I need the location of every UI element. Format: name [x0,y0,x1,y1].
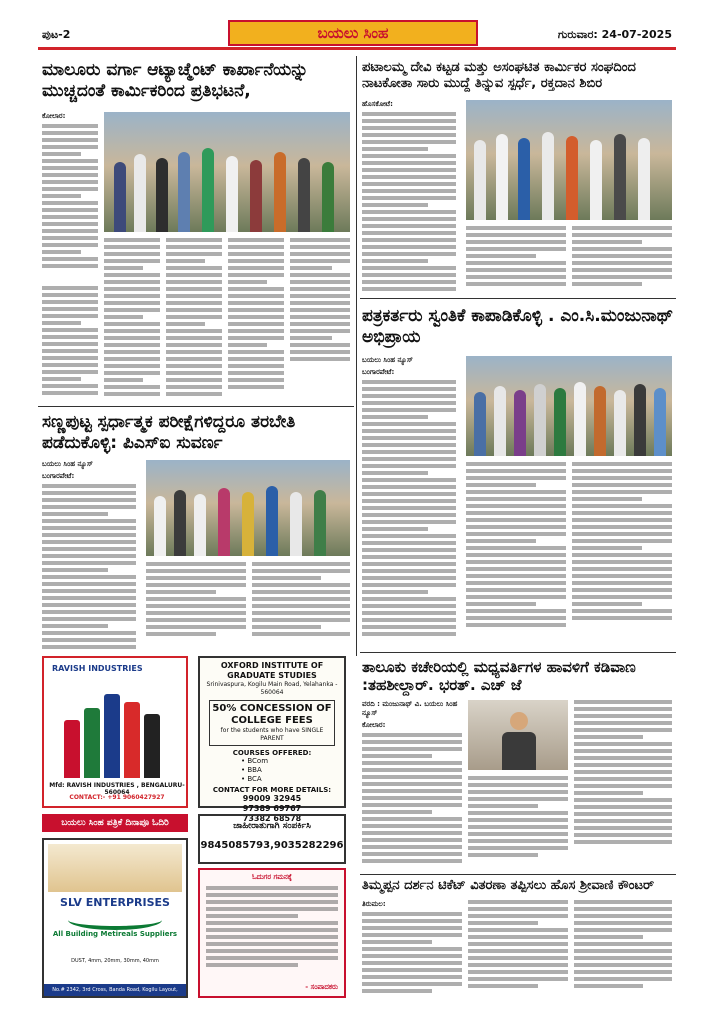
section-divider [360,874,676,875]
course-item: • BCom [241,757,269,765]
ad-title: OXFORD INSTITUTE OF GRADUATE STUDIES [220,661,324,680]
article-dateline: ಬಂಗಾರಪೇಟೆ: [362,368,395,376]
ad-address: Srinivaspura, Kogilu Main Road, Yelahanka - 560064 [206,681,338,696]
ad-brand: SLV ENTERPRISES [60,896,170,909]
phone-number: 99009 32945 [242,794,302,803]
ad-address: No.# 2342, 3rd Cross, Banda Road, Kogilu Layout, Yelahanka post, Bangalore-64 [44,984,186,996]
article-text-column [42,286,98,402]
journalists-photo [466,356,672,456]
psi-event-photo [146,460,350,556]
article-byline: ಬಯಲು ಸಿಂಹ ನ್ಯೂಸ್ [42,460,93,468]
ad-brand: RAVISH INDUSTRIES [52,664,143,673]
contact-title: CONTACT FOR MORE DETAILS: [212,786,332,794]
article-text-column [466,462,566,648]
article-text-column [468,776,568,868]
ad-contact-box [198,814,346,864]
article-text-column [466,226,566,294]
article-text-column [362,356,456,648]
notice-text [206,886,338,982]
article-byline: ಬಯಲು ಸಿಂಹ ನ್ಯೂಸ್ [362,356,413,364]
article-dateline: ಕೋಲಾರ: [362,721,386,729]
article-text-column [362,700,462,868]
course-item: • BBA [241,766,262,774]
article-text-column [104,238,160,402]
article-headline: ಮಾಲೂರು ವರ್ಗಾ ಆಟ್ಯಾಚ್ಮೆಂಟ್ ಕಾರ್ಖಾನೆಯನ್ನು ಮುಚ್ಚದಂತೆ ಕಾರ್ಮಿಕರಿಂದ ಪ್ರತಿಭಟನೆ, [42,60,309,101]
protest-photo [104,112,350,232]
article-text-column [572,226,672,294]
article-text-column [468,900,568,1000]
courses-title: COURSES OFFERED: [232,749,312,757]
article-headline: ತಾಲೂಕು ಕಚೇರಿಯಲ್ಲಿ ಮಧ್ಯವರ್ತಿಗಳ ಹಾವಳಿಗೆ ಕಡಿವಾಣ :ತಹಶೀಲ್ದಾರ್. ಭರತ್. ಎಚ್ ಜೆ [362,658,636,694]
offer-text: 50% CONCESSION OF COLLEGE FEES [212,703,332,726]
article-text-column [166,238,222,402]
offer-box [209,700,335,746]
article-headline: ಪತ್ರಕರ್ತರು ಸ್ವಂತಿಕೆ ಕಾಪಾಡಿಕೊಳ್ಳಿ . ಎಂ.ಸಿ.ಮಂಜುನಾಥ್ ಅಭಿಪ್ರಾಯ [362,306,674,347]
article-byline: ವರದಿ : ಮಂಜುನಾಥ್ ವಿ. ಬಯಲು ಸಿಂಹ ನ್ಯೂಸ್ [362,700,458,717]
article-text-column [42,460,136,648]
column-divider [356,56,357,656]
article-text-column [574,900,672,1000]
article-text-column [42,112,98,282]
article-srivani-counter [362,878,674,1002]
article-dateline: ತಿರುಮಲ: [362,900,386,908]
article-journalists [362,306,674,650]
masthead [38,20,676,50]
course-item: • BCA [241,775,262,783]
read-daily-banner: ಬಯಲು ಸಿಂಹ ಪತ್ರಿಕೆ ದಿನಾಪೂ ಓದಿರಿ [42,814,188,832]
tahsildar-photo [468,700,568,770]
ad-sizes: DUST, 4mm, 20mm, 30mm, 40mm [71,958,159,964]
notice-title: ಓದುಗರ ಗಮನಕ್ಕೆ [252,873,292,881]
slv-enterprises-ad [42,838,188,1005]
readers-notice [198,868,346,998]
page-label: ಪುಟ-2 [42,28,71,41]
ravish-industries-ad [42,656,188,808]
article-text-column [572,462,672,648]
article-psi-suvarna [42,412,352,650]
ad-contact-title: ಜಾಹೀರಾತುಗಾಗಿ ಸಂಪರ್ಕಿಸಿ [233,821,311,831]
newspaper-page [38,16,676,1012]
article-patalamma-contest [362,60,674,296]
ad-contact-phones: 9845085793,9035282296 [200,840,344,851]
offer-subtext: for the students who have SINGLE PARENT [220,727,324,742]
article-tahsildar [362,658,674,870]
product-bottles [62,688,172,778]
article-malur-protest [42,60,352,404]
article-headline: ತಿಮ್ಮಪ್ಪನ ದರ್ಶನ ಟಿಕೆಟ್ ವಿತರಣಾ ತಪ್ಪಿಸಲು ಹೊಸ ಶ್ರೀವಾಣಿ ಕೌಂಟರ್ [362,878,655,893]
section-divider [360,652,676,653]
article-dateline: ಬಂಗಾರಪೇಟೆ: [42,472,75,480]
section-divider [360,298,676,299]
swoosh-graphic [68,910,162,930]
article-text-column [146,562,246,648]
ad-subtitle: All Building Metireals Suppliers [52,930,178,938]
contest-photo [466,100,672,220]
phone-number: 97389 69767 [242,804,302,813]
newspaper-logo: ಬಯಲು ಸಿಂಹ [228,20,478,46]
oxford-institute-ad [198,656,346,823]
article-text-column [362,100,456,294]
slv-header-image [48,844,182,892]
issue-date: ಗುರುವಾರ: 24-07-2025 [557,28,672,41]
section-divider [38,406,354,407]
article-headline: ಸಣ್ಣಪುಟ್ಟ ಸ್ಪರ್ಧಾತ್ಮಕ ಪರೀಕ್ಷೆಗಳಿದ್ದರೂ ತರಬೇತಿ ಪಡೆದುಕೊಳ್ಳಿ: ಪಿಎಸ್ಐ ಸುವರ್ಣ [42,412,296,453]
article-text-column [228,238,284,402]
article-headline: ಪಟಾಲಮ್ಮ ದೇವಿ ಕಟ್ಟಡ ಮತ್ತು ಅಸಂಘಟಿತ ಕಾರ್ಮಿಕರ ಸಂಘದಿಂದ ನಾಟಕೋತಾ ಸಾರು ಮುದ್ದೆ ತಿನ್ನುವ ಸ್ಪರ್ಧೆ, ರಕ್ತದಾನ ಶಿಬಿರ [362,60,636,91]
article-dateline: ಕೋಲಾರ: [42,112,66,120]
ad-contact: CONTACT:- +91 9060427927 [69,794,165,801]
article-text-column [252,562,350,648]
article-text-column [574,700,672,868]
phone-number: 73382 68578 [242,814,302,823]
notice-signoff: - ಸಂಪಾದಕರು [305,983,338,991]
article-text-column [362,900,462,1000]
ad-mfd: Mfd: RAVISH INDUSTRIES , BENGALURU-560064 [49,782,185,796]
article-dateline: ಹೊಸಕೋಟೆ: [362,100,393,108]
article-text-column [290,238,350,402]
